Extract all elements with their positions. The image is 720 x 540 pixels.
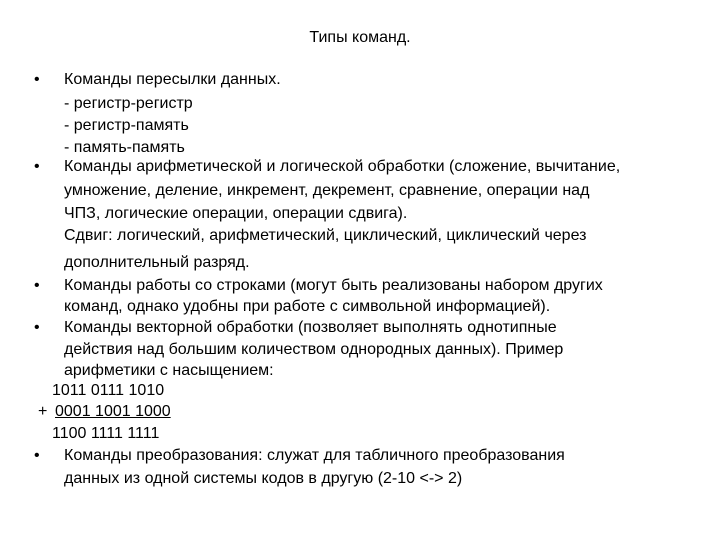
bullet-icon: • xyxy=(34,447,40,464)
item-2-line-4: Сдвиг: логический, арифметический, циклический, циклический через xyxy=(64,227,587,244)
item-2-line-3: ЧПЗ, логические операции, операции сдвига). xyxy=(64,205,408,222)
item-1-line-2: - регистр-регистр xyxy=(64,95,193,112)
example-plus-sign: + xyxy=(38,403,48,420)
bullet-icon: • xyxy=(34,158,40,175)
item-2-line-1: Команды арифметической и логической обработки (сложение, вычитание, xyxy=(64,158,621,175)
item-4-line-2: действия над большим количеством однородных данных). Пример xyxy=(64,341,564,358)
item-1-line-4: - память-память xyxy=(64,139,185,156)
bullet-icon: • xyxy=(34,277,40,294)
item-1-line-3: - регистр-память xyxy=(64,117,189,134)
item-2-line-5: дополнительный разряд. xyxy=(64,254,250,271)
item-2-line-2: умножение, деление, инкремент, декремент, сравнение, операции над xyxy=(64,182,590,199)
item-5-line-1: Команды преобразования: служат для табличного преобразования xyxy=(64,447,565,464)
item-4-line-3: арифметики с насыщением: xyxy=(64,362,274,379)
example-result: 1100 1111 1111 xyxy=(52,425,160,442)
example-operand-1: 1011 0111 1010 xyxy=(52,382,165,399)
item-3-line-2: команд, однако удобны при работе с символьной информацией). xyxy=(64,298,551,315)
bullet-icon: • xyxy=(34,71,40,88)
item-4-line-1: Команды векторной обработки (позволяет выполнять однотипные xyxy=(64,319,557,336)
example-operand-2: 0001 1001 1000 xyxy=(55,403,171,420)
item-3-line-1: Команды работы со строками (могут быть реализованы набором других xyxy=(64,277,603,294)
bullet-icon: • xyxy=(34,319,40,336)
slide-title: Типы команд. xyxy=(309,29,411,46)
item-5-line-2: данных из одной системы кодов в другую (2-10 <-> 2) xyxy=(64,470,463,487)
item-1-line-1: Команды пересылки данных. xyxy=(64,71,281,88)
